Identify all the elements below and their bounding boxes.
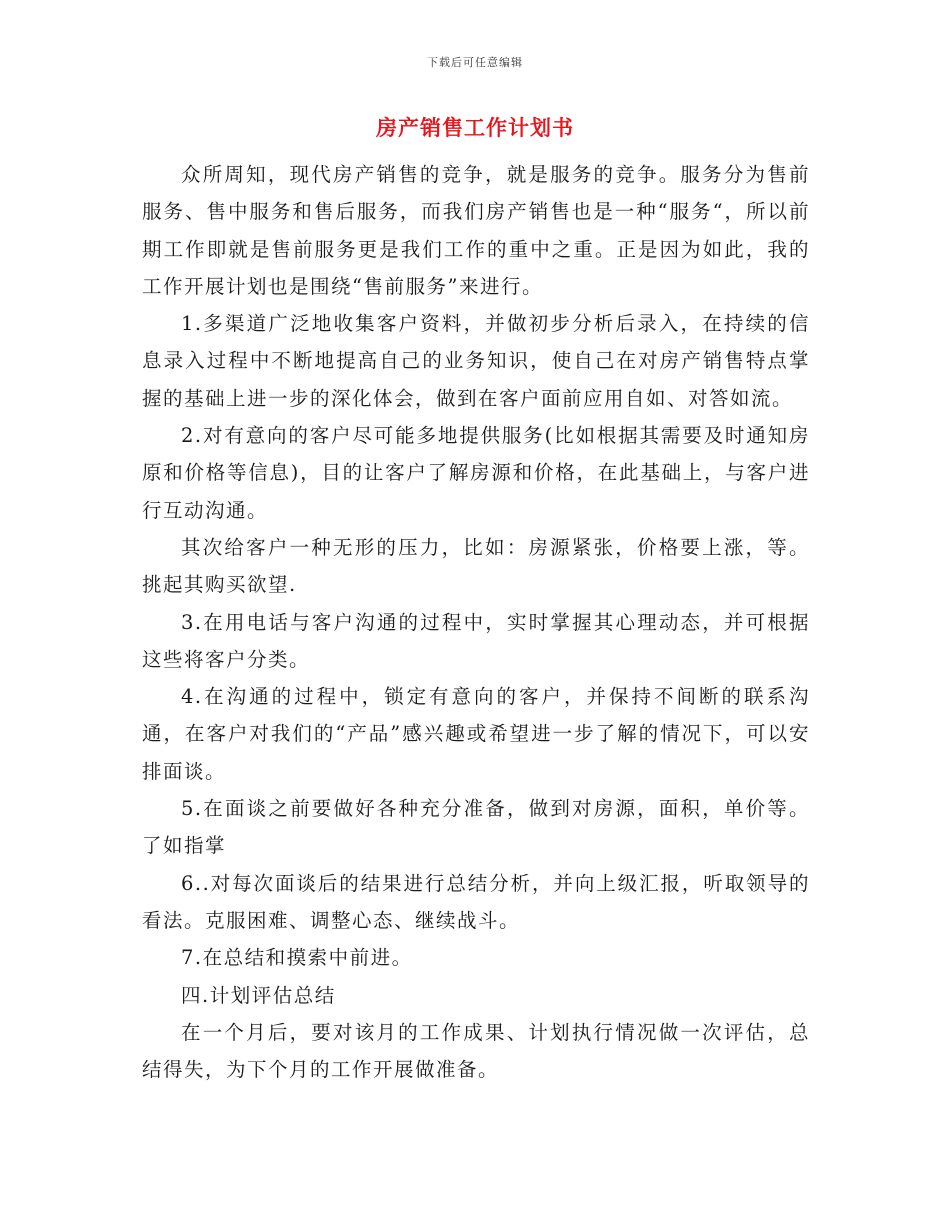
paragraph-item-7: 7.在总结和摸索中前进。 [181,946,413,970]
paragraph-item-6: 6..对每次面谈后的结果进行总结分析，并向上级汇报，听取领导的看法。克服困难、调整心态、继续战斗。 [142,871,810,932]
paragraph-intro: 众所周知，现代房产销售的竞争，就是服务的竞争。服务分为售前服务、售中服务和售后服务，而我们房产销售也是一种“服务“，所以前期工作即就是售前服务更是我们工作的重中之重。正是因为如此，我的工作开展计划也是围绕“售前服务”来进行。 [142,163,810,298]
paragraph-item-3: 3.在用电话与客户沟通的过程中，实时掌握其心理动态，并可根据这些将客户分类。 [142,610,810,671]
document-title: 房产销售工作计划书 [376,115,574,140]
section-heading-evaluation: 四.计划评估总结 [181,983,336,1007]
document-body [142,156,810,1088]
paragraph-item-1: 1.多渠道广泛地收集客户资料，并做初步分析后录入，在持续的信息录入过程中不断地提高自己的业务知识，使自己在对房产销售特点掌握的基础上进一步的深化体会，做到在客户面前应用自如、对答如流。 [142,312,810,410]
paragraph-item-2: 2.对有意向的客户尽可能多地提供服务(比如根据其需要及时通知房原和价格等信息)，目的让客户了解房源和价格，在此基础上，与客户进行互动沟通。 [142,424,810,522]
paragraph-item-5: 5.在面谈之前要做好各种充分准备，做到对房源，面积，单价等。了如指掌 [142,797,810,858]
paragraph-item-4: 4.在沟通的过程中，锁定有意向的客户，并保持不间断的联系沟通，在客户对我们的“产品”感兴趣或希望进一步了解的情况下，可以安排面谈。 [142,685,810,783]
paragraph-item-2-followup: 其次给客户一种无形的压力，比如：房源紧张，价格要上涨，等。挑起其购买欲望. [142,535,810,597]
header-note: 下载后可任意编辑 [427,56,523,69]
paragraph-evaluation: 在一个月后，要对该月的工作成果、计划执行情况做一次评估，总结得失，为下个月的工作开展做准备。 [142,1020,810,1082]
